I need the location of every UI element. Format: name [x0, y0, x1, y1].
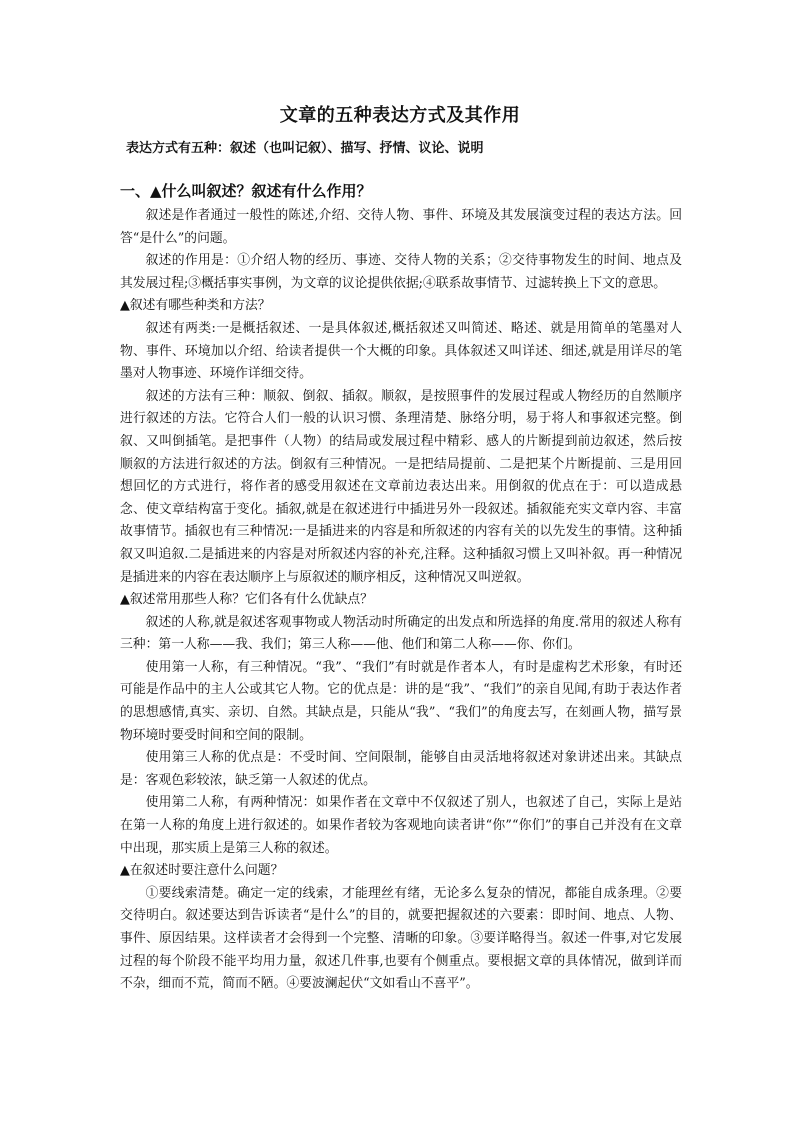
- section-heading: 一、▲什么叫叙述？叙述有什么作用？: [120, 182, 372, 200]
- question-types: ▲叙述有哪些种类和方法？: [120, 298, 271, 314]
- paragraph-person-intro: 叙述的人称,就是叙述客观事物或人物活动时所确定的出发点和所选择的角度.常用的叙述人称有三种：第一人称——我、我们；第三人称——他、他们和第二人称——你、你们。: [120, 614, 682, 653]
- section-body: [120, 205, 682, 996]
- paragraph-second-person: 使用第二人称，有两种情况：如果作者在文章中不仅叙述了别人，也叙述了自己，实际上是站在第一人称的角度上进行叙述的。如果作者较为客观地向读者讲“你”“你们”的事自己并没有在文章中出现，那实质上是第三人称的叙述。: [120, 795, 682, 856]
- paragraph-first-person: 使用第一人称，有三种情况。“我”、“我们”有时就是作者本人，有时是虚构艺术形象，有时还可能是作品中的主人公或其它人物。它的优点是：讲的是“我”、“我们”的亲自见闻,有助于表达作者的思想感情,真实、亲切、自然。其缺点是，只能从“我”、“我们”的角度去写，在刻画人物，描写景物环境时要受时间和空间的限制。: [120, 659, 682, 743]
- paragraph-categories: 叙述有两类:一是概括叙述、一是具体叙述,概括叙述又叫简述、略述、就是用简单的笔墨对人物、事件、环境加以介绍、给读者提供一个大概的印象。具体叙述又叫详述、细述,就是用详尽的笔墨对人物事迹、环境作详细交待。: [120, 320, 682, 382]
- paragraph-function: 叙述的作用是：①介绍人物的经历、事迹、交待人物的关系；②交待事物发生的时间、地点及其发展过程;③概括事实事例，为文章的议论提供依据;④联系故事情节、过滤转换上下文的意思。: [120, 253, 682, 291]
- document-subtitle: 表达方式有五种：叙述（也叫记叙）、描写、抒情、议论、说明: [126, 141, 484, 156]
- paragraph-notes: ①要线索清楚。确定一定的线索，才能理丝有绪，无论多么复杂的情况，都能自成条理。②要交待明白。叙述要达到告诉读者“是什么”的目的，就要把握叙述的六要素：即时间、地点、人物、事件、原因结果。这样读者才会得到一个完整、清晰的印象。③要详略得当。叙述一件事,对它发展过程的每个阶段不能平均用力量，叙述几件事,也要有个侧重点。要根据文章的具体情况，做到详而不杂，细而不荒，简而不陋。④要波澜起伏“文如看山不喜平”。: [120, 885, 682, 992]
- paragraph-methods: 叙述的方法有三种：顺叙、倒叙、插叙。顺叙，是按照事件的发展过程或人物经历的自然顺序进行叙述的方法。它符合人们一般的认识习惯、条理清楚、脉络分明，易于将人和事叙述完整。倒叙、又叫倒插笔。是把事件（人物）的结局或发展过程中精彩、感人的片断提到前边叙述，然后按顺叙的方法进行叙述的方法。倒叙有三种情况。一是把结局提前、二是把某个片断提前、三是用回想回忆的方式进行，将作者的感受用叙述在文章前边表达出来。用倒叙的优点在于：可以造成悬念、使文章结构富于变化。插叙,就是在叙述进行中插进另外一段叙述。插叙能充实文章内容、丰富故事情节。插叙也有三种情况:一是插进来的内容是和所叙述的内容有关的以先发生的事情。这种插叙又叫追叙.二是插进来的内容是对所叙述内容的补充,注释。这种插叙习惯上又叫补叙。再一种情况是插进来的内容在表达顺序上与原叙述的顺序相反，这种情况又叫逆叙。: [120, 388, 682, 585]
- paragraph-third-person: 使用第三人称的优点是：不受时间、空间限制，能够自由灵活地将叙述对象讲述出来。其缺点是：客观色彩较浓，缺乏第一人叙述的优点。: [120, 750, 682, 788]
- question-notes: ▲在叙述时要注意什么问题？: [120, 863, 284, 879]
- question-person: ▲叙述常用那些人称？它们各有什么优缺点？: [120, 592, 373, 608]
- document-title: 文章的五种表达方式及其作用: [279, 105, 521, 126]
- paragraph-definition: 叙述是作者通过一般性的陈述,介绍、交待人物、事件、环境及其发展演变过程的表达方法。回答“是什么”的问题。: [120, 208, 682, 246]
